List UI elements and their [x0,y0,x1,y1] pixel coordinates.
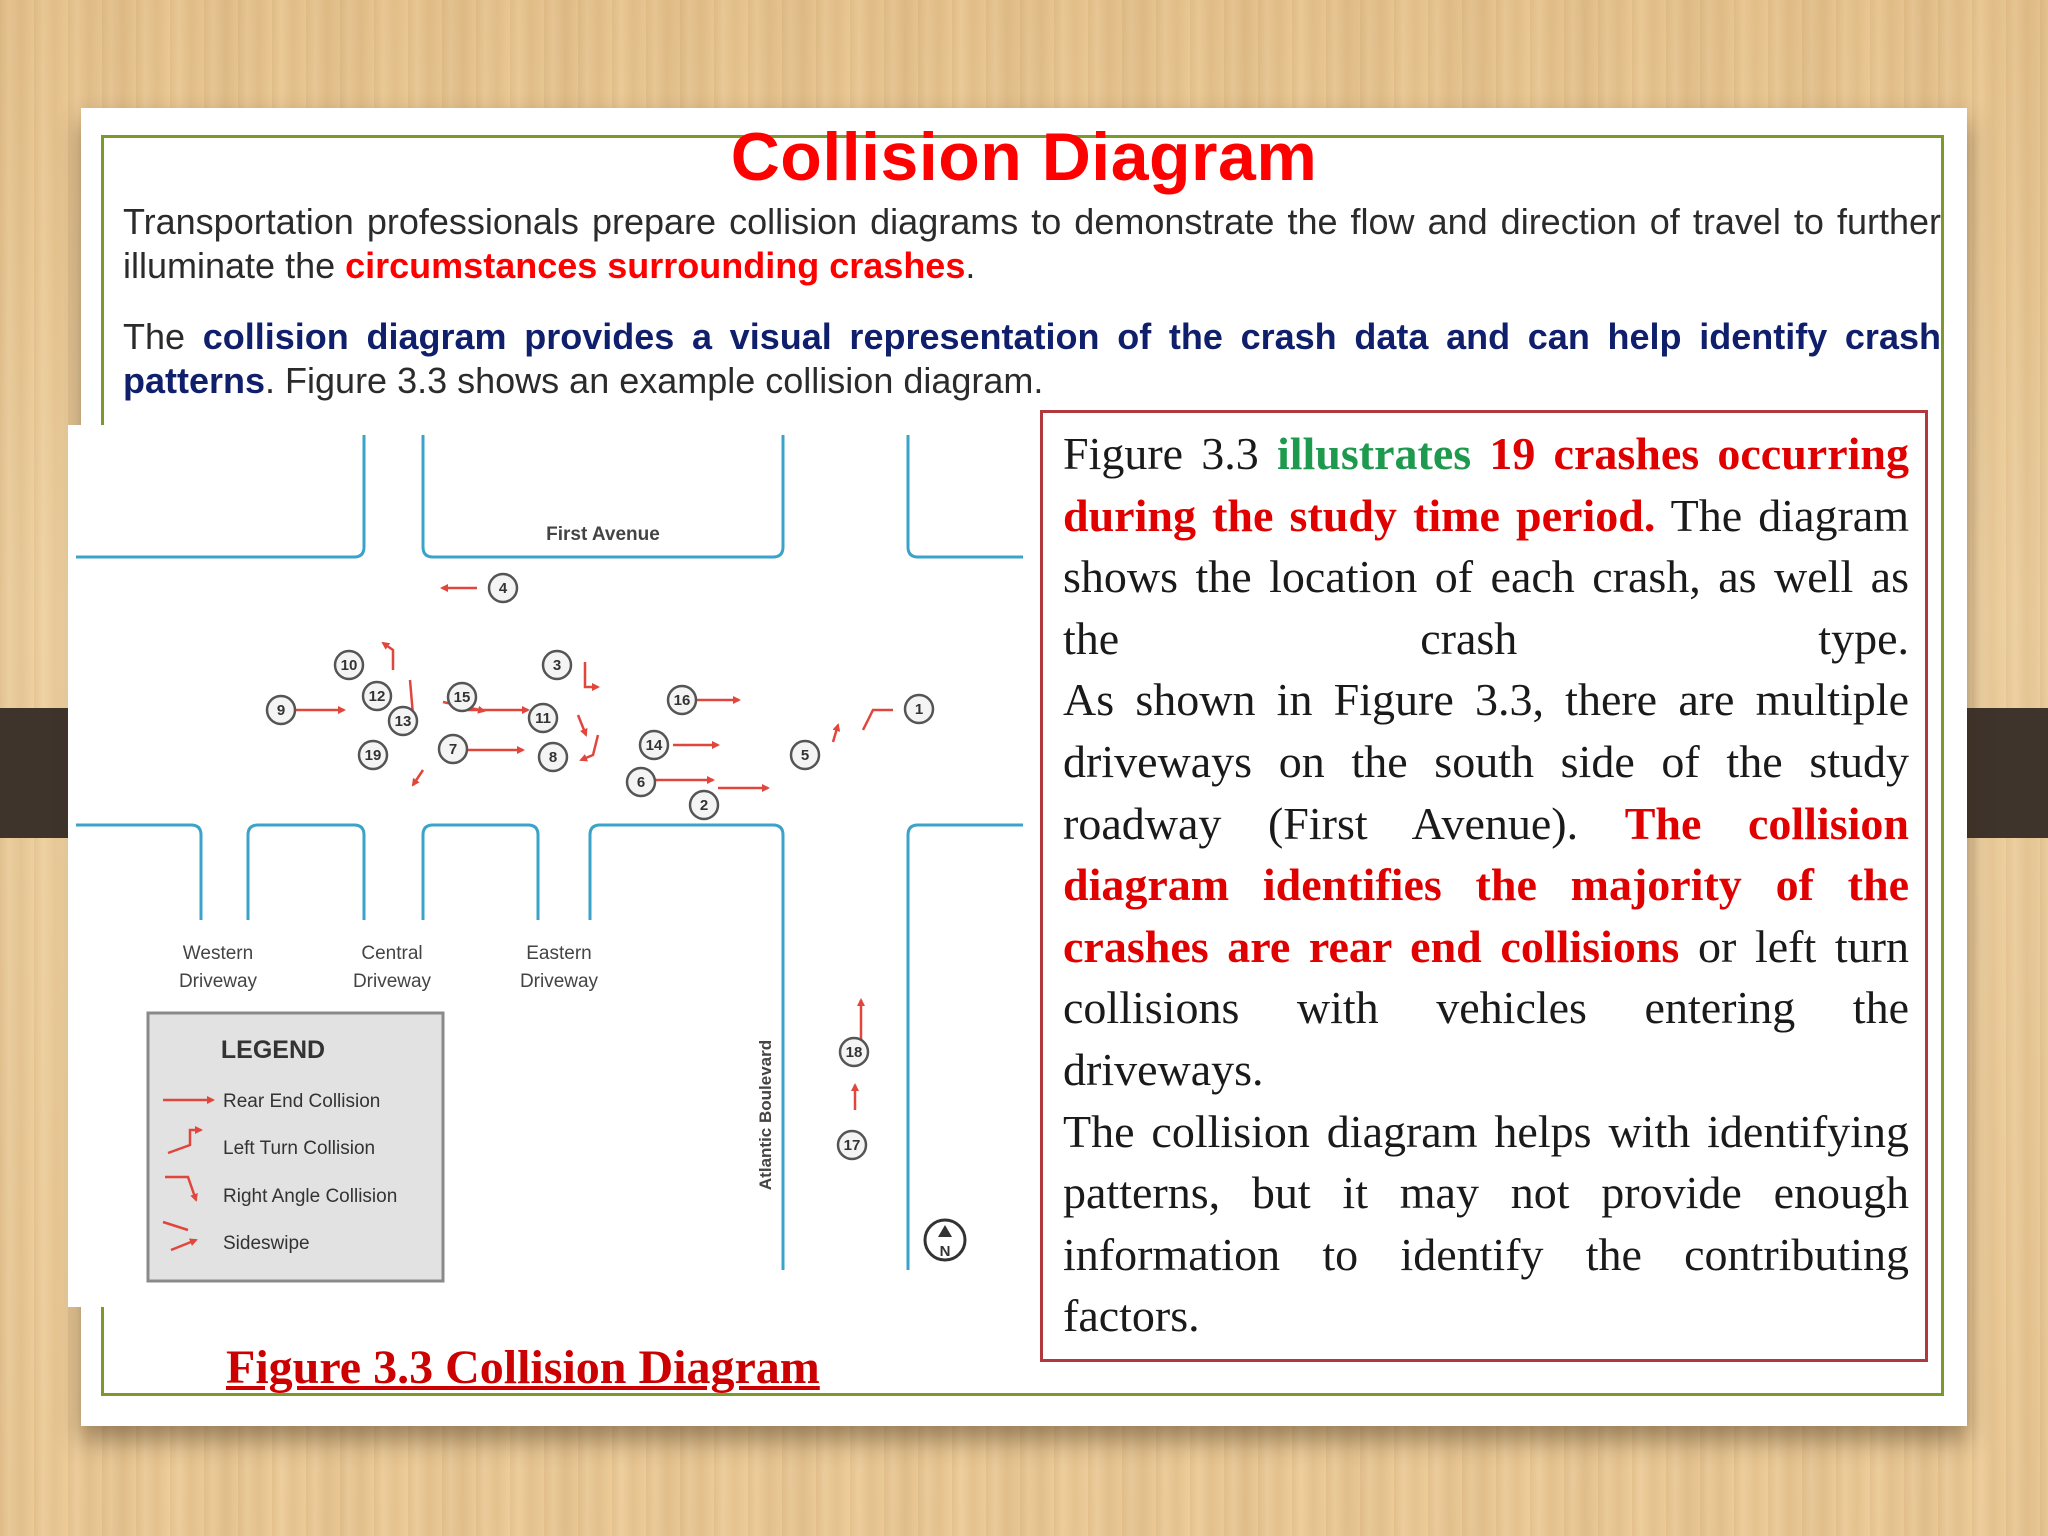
intro-paragraph [123,200,1941,288]
legend-title: LEGEND [220,1036,326,1064]
first-avenue-label: First Avenue [546,524,660,545]
legend [148,1013,443,1281]
crash-label-4: 4 [498,580,508,597]
crash-label-18: 18 [845,1044,863,1061]
p3-text-1: The collision diagram helps with identifying patterns, but it may not provide enough information to identify the contributing factors. [1063,1105,1909,1342]
p2-text-2: or left turn collisions with vehicles entering the driveways. [1063,920,1909,1095]
explanation-paragraph-1 [1063,423,1909,669]
western-driveway-line2: Driveway [178,971,258,992]
central-driveway-line1: Central [361,943,423,964]
legend-item-sideswipe: Sideswipe [223,1233,310,1254]
crash-label-8: 8 [548,749,558,766]
crash-label-11: 11 [535,710,551,727]
crash-label-9: 9 [276,702,286,719]
crash-label-14: 14 [645,737,663,754]
crash-label-19: 19 [364,747,382,764]
p1-green-highlight: illustrates [1276,428,1472,479]
eastern-driveway-line1: Eastern [526,943,592,964]
intro-highlight: circumstances surrounding crashes [345,245,966,286]
description-paragraph [123,315,1941,403]
intro-text-2: . [965,245,976,286]
north-label: N [939,1243,951,1260]
crash-label-16: 16 [673,692,691,709]
p1-text-1: Figure 3.3 [1063,428,1277,479]
crash-label-7: 7 [448,741,458,758]
crash-label-1: 1 [914,701,924,718]
crash-label-17: 17 [843,1137,861,1154]
central-driveway-line2: Driveway [352,971,432,992]
description-text-2: . Figure 3.3 shows an example collision diagram. [265,360,1044,401]
crash-label-6: 6 [636,774,646,791]
crash-label-15: 15 [453,689,471,706]
legend-item-left-turn: Left Turn Collision [223,1138,376,1159]
description-highlight: collision diagram provides a visual representation of the crash data and can help identify crash patterns [123,316,1941,401]
p1-red-highlight: 19 crashes occurring during the study time period. [1063,428,1909,541]
western-driveway-line1: Western [182,943,254,964]
slide-title: Collision Diagram [730,119,1318,195]
crash-label-3: 3 [552,657,562,674]
crash-label-10: 10 [340,657,358,674]
legend-item-right-angle: Right Angle Collision [223,1186,398,1207]
crash-label-12: 12 [368,688,386,705]
p2-red-highlight: The collision diagram identifies the majority of the crashes are rear end collisions [1063,797,1909,972]
crash-label-2: 2 [699,797,709,814]
crash-label-13: 13 [394,713,412,730]
intro-text-1: Transportation professionals prepare collision diagrams to demonstrate the flow and direction of travel to further illuminate the [123,201,1941,286]
description-text-1: The [123,316,203,357]
explanation-text [1063,423,1909,1347]
atlantic-boulevard-label: Atlantic Boulevard [756,1039,775,1191]
eastern-driveway-line2: Driveway [519,971,599,992]
explanation-paragraph-3 [1063,1101,1909,1347]
crash-label-5: 5 [800,747,810,764]
figure-caption: Figure 3.3 Collision Diagram [226,1341,820,1394]
p2-text-1: As shown in Figure 3.3, there are multiple driveways on the south side of the study roadway (First Avenue). [1063,674,1909,849]
p1-text-2: The diagram shows the location of each crash, as well as the crash type. [1063,489,1910,664]
collision-diagram [68,425,1023,1307]
legend-item-rear-end: Rear End Collision [223,1091,381,1112]
explanation-textbox [1040,410,1928,1362]
collision-diagram-svg [68,425,1023,1307]
explanation-paragraph-2 [1063,669,1909,1100]
north-arrow-icon [925,1220,965,1260]
